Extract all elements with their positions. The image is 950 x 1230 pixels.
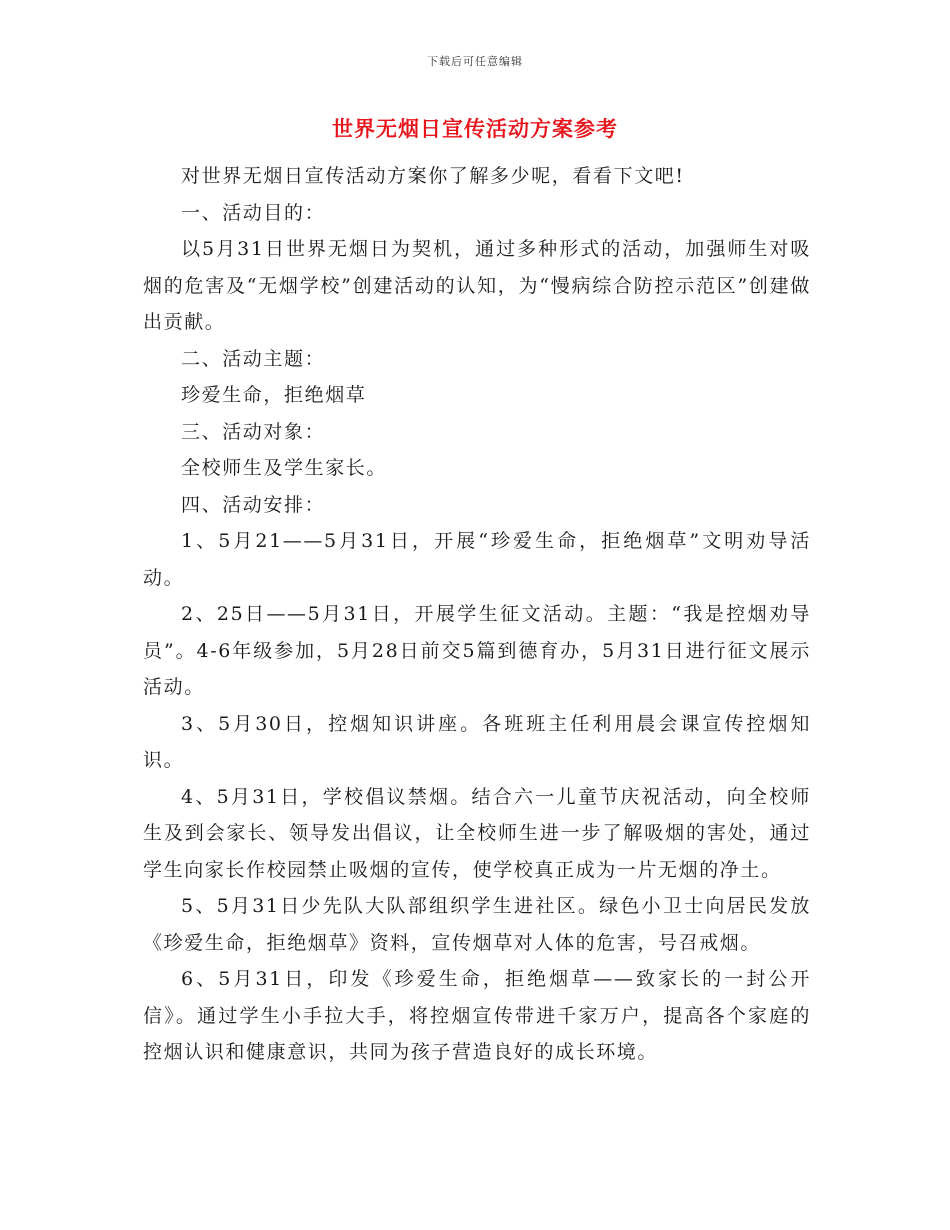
- section-heading-theme: 二、活动主题：: [181, 347, 326, 370]
- schedule-item-4: 4、5月31日，学校倡议禁烟。结合六一儿童节庆祝活动，向全校师生及到会家长、领导发出倡议，让全校师生进一步了解吸烟的害处，通过学生向家长作校园禁止吸烟的宣传，使学校真正成为一片无烟的净土。: [143, 785, 811, 881]
- page-header-note: 下载后可任意编辑: [427, 55, 523, 68]
- section-heading-purpose: 一、活动目的：: [181, 201, 326, 224]
- paragraph-audience: 全校师生及学生家长。: [181, 457, 388, 479]
- document-title: 世界无烟日宣传活动方案参考: [332, 117, 618, 141]
- schedule-item-3: 3、5月30日，控烟知识讲座。各班班主任利用晨会课宣传控烟知识。: [143, 712, 811, 771]
- schedule-item-5: 5、5月31日少先队大队部组织学生进社区。绿色小卫士向居民发放《珍爱生命，拒绝烟草》资料，宣传烟草对人体的危害，号召戒烟。: [143, 895, 811, 954]
- schedule-item-2: 2、25日——5月31日，开展学生征文活动。主题：“我是控烟劝导员”。4-6年级参加，5月28日前交5篇到德育办，5月31日进行征文展示活动。: [143, 603, 811, 698]
- paragraph-theme: 珍爱生命，拒绝烟草: [181, 384, 367, 406]
- section-heading-audience: 三、活动对象：: [181, 420, 326, 443]
- schedule-item-6: 6、5月31日，印发《珍爱生命，拒绝烟草——致家长的一封公开信》。通过学生小手拉大手，将控烟宣传带进千家万户，提高各个家庭的控烟认识和健康意识，共同为孩子营造良好的成长环境。: [143, 968, 811, 1063]
- document-body: [143, 158, 811, 1071]
- paragraph-intro: 对世界无烟日宣传活动方案你了解多少呢，看看下文吧!: [181, 165, 685, 187]
- schedule-item-1: 1、5月21——5月31日，开展“珍爱生命，拒绝烟草”文明劝导活动。: [143, 530, 811, 589]
- section-heading-schedule: 四、活动安排：: [181, 493, 326, 516]
- paragraph-purpose: 以5月31日世界无烟日为契机，通过多种形式的活动，加强师生对吸烟的危害及“无烟学校”创建活动的认知，为“慢病综合防控示范区”创建做出贡献。: [143, 238, 811, 333]
